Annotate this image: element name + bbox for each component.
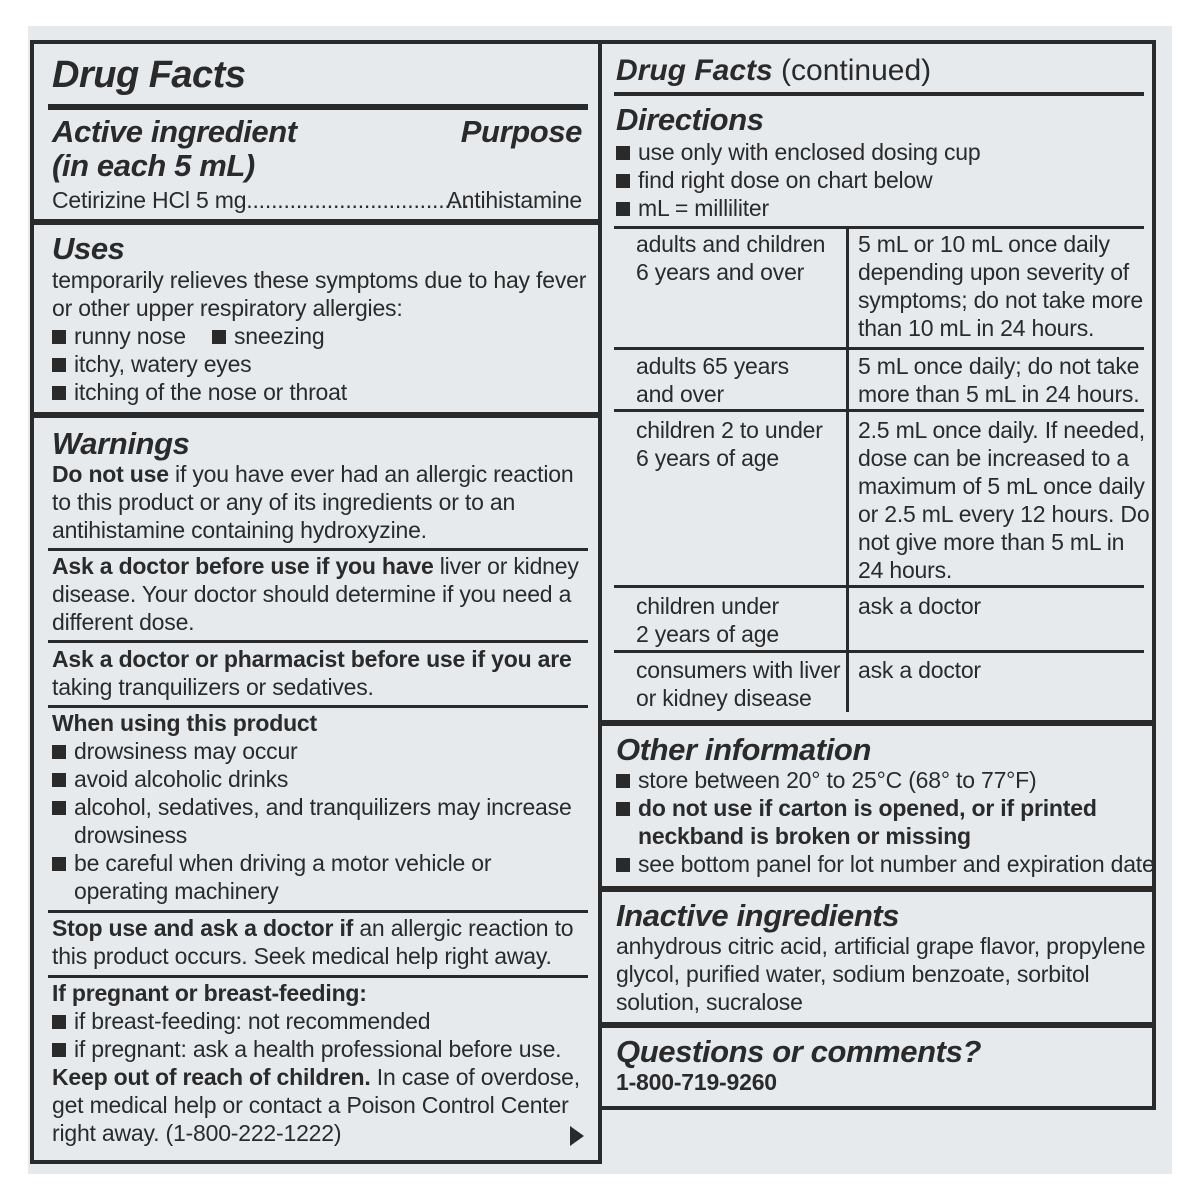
dose-table-dose: more than 5 mL in 24 hours. bbox=[858, 381, 1140, 407]
directions-item: find right dose on chart below bbox=[616, 166, 932, 194]
divider bbox=[602, 720, 1152, 726]
other-information-heading: Other information bbox=[616, 732, 871, 767]
uses-item: sneezing bbox=[212, 322, 324, 350]
drug-facts-continued-title: Drug Facts (continued) bbox=[616, 54, 932, 87]
continued-arrow-icon bbox=[570, 1126, 584, 1146]
dose-table-dose: ask a doctor bbox=[858, 657, 981, 683]
divider bbox=[48, 640, 588, 643]
dose-table-dose: 5 mL or 10 mL once daily bbox=[858, 231, 1110, 257]
dose-table-who: adults and children bbox=[636, 231, 826, 257]
other-information-item: neckband is broken or missing bbox=[638, 823, 971, 849]
divider bbox=[48, 910, 588, 913]
warnings-heading: Warnings bbox=[52, 426, 190, 461]
keep-out-text: right away. (1-800-222-1222) bbox=[52, 1120, 342, 1146]
bullet-icon bbox=[52, 386, 66, 400]
divider bbox=[34, 219, 598, 225]
dose-table-who: children 2 to under bbox=[636, 417, 823, 443]
pregnant-item: if breast-feeding: not recommended bbox=[52, 1007, 430, 1035]
do-not-use-text: Do not use if you have ever had an allergic reaction bbox=[52, 461, 574, 487]
do-not-use-text: antihistamine containing hydroxyzine. bbox=[52, 517, 427, 543]
keep-out-text: get medical help or contact a Poison Control Center bbox=[52, 1092, 569, 1118]
dose-table-dose: 5 mL once daily; do not take bbox=[858, 353, 1140, 379]
directions-heading: Directions bbox=[616, 102, 764, 137]
inactive-ingredients-text: glycol, purified water, sodium benzoate, sorbitol bbox=[616, 961, 1090, 987]
bullet-icon bbox=[52, 358, 66, 372]
uses-heading: Uses bbox=[52, 231, 125, 266]
questions-phone: 1-800-719-9260 bbox=[616, 1069, 777, 1095]
when-using-item: operating machinery bbox=[74, 878, 279, 904]
inactive-ingredients-text: solution, sucralose bbox=[616, 989, 803, 1015]
dose-table-who: 2 years of age bbox=[636, 621, 779, 647]
divider bbox=[48, 104, 588, 110]
ask-doctor-text: different dose. bbox=[52, 609, 195, 635]
table-row-divider bbox=[614, 347, 1144, 350]
bullet-icon bbox=[52, 1043, 66, 1057]
inactive-ingredients-text: anhydrous citric acid, artificial grape flavor, propylene bbox=[616, 933, 1146, 959]
when-using-heading: When using this product bbox=[52, 710, 317, 736]
inactive-ingredients-heading: Inactive ingredients bbox=[616, 898, 900, 933]
bullet-icon bbox=[212, 330, 226, 344]
divider bbox=[48, 975, 588, 978]
when-using-item: drowsiness may occur bbox=[52, 737, 298, 765]
ask-pharmacist-text: Ask a doctor or pharmacist before use if you are bbox=[52, 646, 572, 672]
uses-item: itchy, watery eyes bbox=[52, 350, 251, 378]
dose-table-dose: or 2.5 mL every 12 hours. Do bbox=[858, 501, 1150, 527]
other-information-item: do not use if carton is opened, or if printed bbox=[616, 794, 1097, 822]
drug-facts-right-panel bbox=[598, 40, 1156, 1110]
bullet-icon bbox=[52, 330, 66, 344]
dose-table-dose: 24 hours. bbox=[858, 557, 953, 583]
stop-use-text: this product occurs. Seek medical help right away. bbox=[52, 943, 552, 969]
bullet-icon bbox=[52, 857, 66, 871]
uses-item: itching of the nose or throat bbox=[52, 378, 347, 406]
ingredient-purpose: Antihistamine bbox=[446, 187, 582, 213]
dose-table-dose: maximum of 5 mL once daily bbox=[858, 473, 1145, 499]
dose-table-who: and over bbox=[636, 381, 724, 407]
bullet-icon bbox=[616, 202, 630, 216]
ask-doctor-text: disease. Your doctor should determine if you need a bbox=[52, 581, 572, 607]
when-using-item: alcohol, sedatives, and tranquilizers may increase bbox=[52, 793, 572, 821]
ask-doctor-text: Ask a doctor before use if you have liver or kidney bbox=[52, 553, 579, 579]
active-ingredient-subheading: (in each 5 mL) bbox=[52, 148, 255, 183]
divider bbox=[34, 412, 598, 418]
purpose-heading: Purpose bbox=[460, 114, 582, 149]
ingredient-line: Cetirizine HCl 5 mg.................................... bbox=[52, 187, 470, 213]
divider bbox=[602, 1022, 1152, 1028]
pregnant-item: if pregnant: ask a health professional before use. bbox=[52, 1035, 561, 1063]
dose-table-dose: depending upon severity of bbox=[858, 259, 1130, 285]
bullet-icon bbox=[616, 774, 630, 788]
when-using-item: drowsiness bbox=[74, 822, 188, 848]
table-row-divider bbox=[614, 409, 1144, 412]
directions-item: use only with enclosed dosing cup bbox=[616, 138, 980, 166]
drug-facts-left-panel bbox=[30, 40, 602, 1164]
do-not-use-text: to this product or any of its ingredients or to an bbox=[52, 489, 516, 515]
dose-table-dose: ask a doctor bbox=[858, 593, 981, 619]
bullet-icon bbox=[52, 773, 66, 787]
divider bbox=[614, 92, 1144, 96]
dose-table-who: 6 years and over bbox=[636, 259, 805, 285]
divider bbox=[602, 886, 1152, 892]
bullet-icon bbox=[52, 801, 66, 815]
dose-table-dose: symptoms; do not take more bbox=[858, 287, 1143, 313]
bullet-icon bbox=[616, 802, 630, 816]
when-using-item: avoid alcoholic drinks bbox=[52, 765, 288, 793]
bullet-icon bbox=[616, 146, 630, 160]
dose-table-who: 6 years of age bbox=[636, 445, 779, 471]
directions-item: mL = milliliter bbox=[616, 194, 769, 222]
active-ingredient-heading: Active ingredient bbox=[52, 114, 297, 149]
bullet-icon bbox=[52, 745, 66, 759]
drug-facts-title: Drug Facts bbox=[52, 54, 246, 96]
dose-table-who: adults 65 years bbox=[636, 353, 789, 379]
table-column-divider bbox=[846, 226, 849, 712]
bullet-icon bbox=[52, 1015, 66, 1029]
table-border bbox=[614, 226, 1144, 229]
divider bbox=[48, 548, 588, 551]
uses-item: runny nose bbox=[52, 322, 186, 350]
dose-table-dose: than 10 mL in 24 hours. bbox=[858, 315, 1095, 341]
stop-use-text: Stop use and ask a doctor if an allergic reaction to bbox=[52, 915, 574, 941]
ask-pharmacist-text: taking tranquilizers or sedatives. bbox=[52, 674, 374, 700]
table-row-divider bbox=[614, 650, 1144, 653]
pregnant-heading: If pregnant or breast-feeding: bbox=[52, 980, 367, 1006]
dose-table-dose: dose can be increased to a bbox=[858, 445, 1129, 471]
other-information-item: see bottom panel for lot number and expiration date bbox=[616, 850, 1155, 878]
divider bbox=[48, 705, 588, 708]
bullet-icon bbox=[616, 858, 630, 872]
dose-table-who: or kidney disease bbox=[636, 685, 812, 711]
uses-text: or other upper respiratory allergies: bbox=[52, 295, 403, 321]
uses-text: temporarily relieves these symptoms due to hay fever bbox=[52, 267, 587, 293]
table-row-divider bbox=[614, 585, 1144, 588]
when-using-item: be careful when driving a motor vehicle or bbox=[52, 849, 491, 877]
bullet-icon bbox=[616, 174, 630, 188]
dose-table-who: children under bbox=[636, 593, 779, 619]
questions-heading: Questions or comments? bbox=[616, 1034, 981, 1069]
other-information-item: store between 20° to 25°C (68° to 77°F) bbox=[616, 766, 1037, 794]
dose-table-dose: 2.5 mL once daily. If needed, bbox=[858, 417, 1146, 443]
dose-table-who: consumers with liver bbox=[636, 657, 841, 683]
dose-table-dose: not give more than 5 mL in bbox=[858, 529, 1125, 555]
keep-out-text: Keep out of reach of children. In case of overdose, bbox=[52, 1064, 580, 1090]
